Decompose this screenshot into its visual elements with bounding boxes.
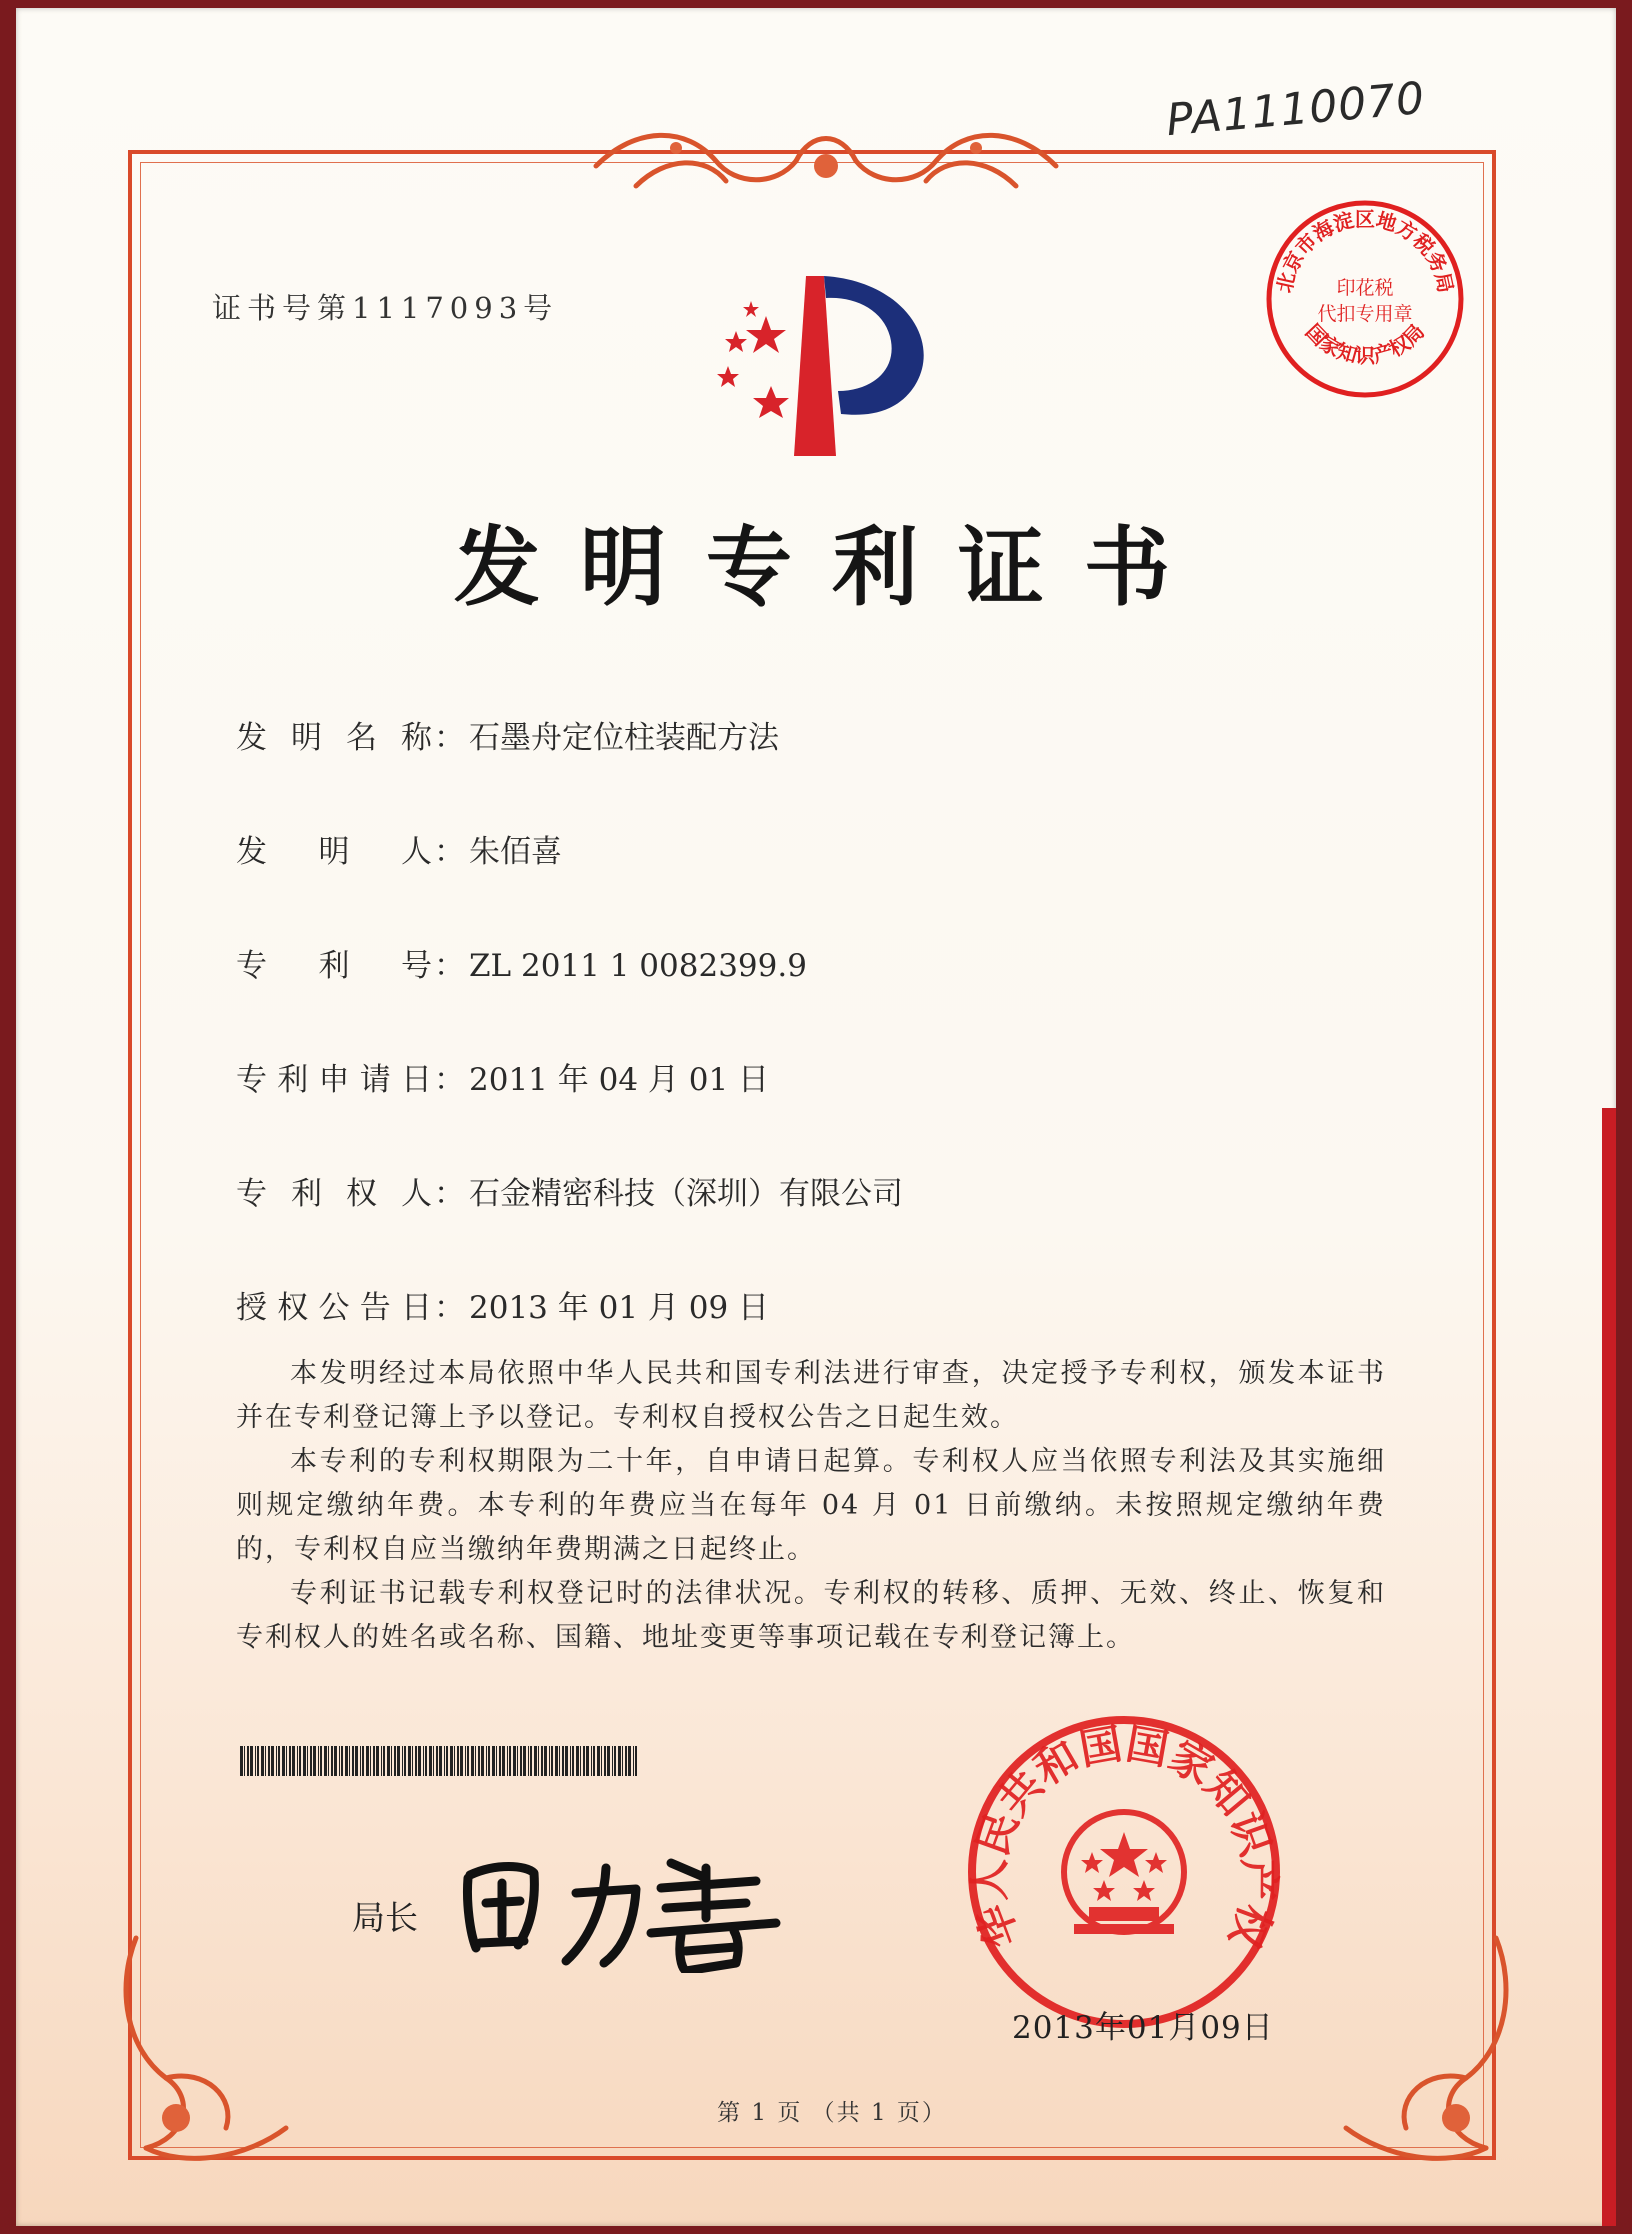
national-emblem-icon — [1064, 1812, 1184, 1934]
bottom-right-ornament — [1326, 1928, 1526, 2188]
field-value: 朱佰喜 — [469, 834, 562, 870]
tax-stamp-ring-text: 北京市海淀区地方税务局 — [1272, 206, 1458, 295]
tax-stamp-center-line1: 印花税 — [1336, 277, 1394, 299]
field-label: 专利申请日 — [236, 1062, 434, 1098]
red-side-strip — [1602, 1108, 1616, 2226]
tax-stamp-bottom-text: 国家知识产权局 — [1300, 319, 1430, 368]
official-seal — [964, 1712, 1284, 2036]
tax-stamp — [1260, 194, 1470, 408]
certificate-title: 发明专利证书 — [454, 517, 1210, 618]
paragraph: 本专利的专利权期限为二十年，自申请日起算。专利权人应当依照专利法及其实施细则规定缴纳年费。本专利的年费应当在每年 04 月 01 日前缴纳。未按照规定缴纳年费的，专利权自应当缴纳年费期满之日起终止。 — [236, 1446, 1386, 1565]
barcode-icon — [240, 1746, 640, 1776]
field-grant-date: 授权公告日： 2013 年 01 月 09 日 — [236, 1282, 769, 1327]
field-application-date: 专利申请日： 2011 年 04 月 01 日 — [236, 1054, 769, 1099]
field-patent-number: 专利号： ZL 2011 1 0082399.9 — [236, 940, 807, 985]
field-label: 发明名称 — [236, 720, 434, 756]
field-value: 石墨舟定位柱装配方法 — [469, 720, 779, 756]
svg-text:国家知识产权局 — [1301, 319, 1429, 367]
seal-date: 2013年01月09日 — [1012, 2010, 1274, 2046]
certificate-body-text — [236, 1352, 1386, 1660]
field-label: 专利权人 — [236, 1176, 434, 1212]
field-patentee: 专利权人： 石金精密科技（深圳）有限公司 — [236, 1168, 903, 1213]
field-value: 2011 年 04 月 01 日 — [469, 1062, 770, 1098]
handwritten-note: PA1110070 — [1164, 72, 1428, 147]
page-number: 第 1 页 （共 1 页） — [717, 2100, 947, 2126]
field-label: 发明人 — [236, 834, 434, 870]
patent-office-logo-icon — [696, 266, 956, 466]
certificate-number: 证书号第1117093号 — [212, 291, 559, 325]
field-value: 2013 年 01 月 09 日 — [469, 1290, 770, 1326]
field-inventor: 发明人： 朱佰喜 — [236, 826, 562, 871]
top-ornament — [576, 116, 1076, 206]
tax-stamp-center-line2: 代扣专用章 — [1317, 303, 1413, 325]
director-label: 局长 — [352, 1898, 418, 1937]
director-signature — [456, 1823, 796, 1973]
paragraph: 专利证书记载专利权登记时的法律状况。专利权的转移、质押、无效、终止、恢复和专利权人的姓名或名称、国籍、地址变更等事项记载在专利登记簿上。 — [236, 1578, 1386, 1653]
field-label: 授权公告日 — [236, 1290, 434, 1326]
paragraph: 本发明经过本局依照中华人民共和国专利法进行审查，决定授予专利权，颁发本证书并在专利登记簿上予以登记。专利权自授权公告之日起生效。 — [236, 1358, 1386, 1433]
field-value: ZL 2011 1 0082399.9 — [469, 948, 807, 984]
bottom-left-ornament — [106, 1928, 306, 2188]
official-seal-text: 华人民共和国国家知识产权 — [964, 1718, 1284, 1955]
certificate-sheet — [16, 8, 1616, 2226]
field-invention-name: 发明名称： 石墨舟定位柱装配方法 — [236, 712, 779, 757]
field-label: 专利号 — [236, 948, 434, 984]
field-value: 石金精密科技（深圳）有限公司 — [469, 1176, 903, 1212]
